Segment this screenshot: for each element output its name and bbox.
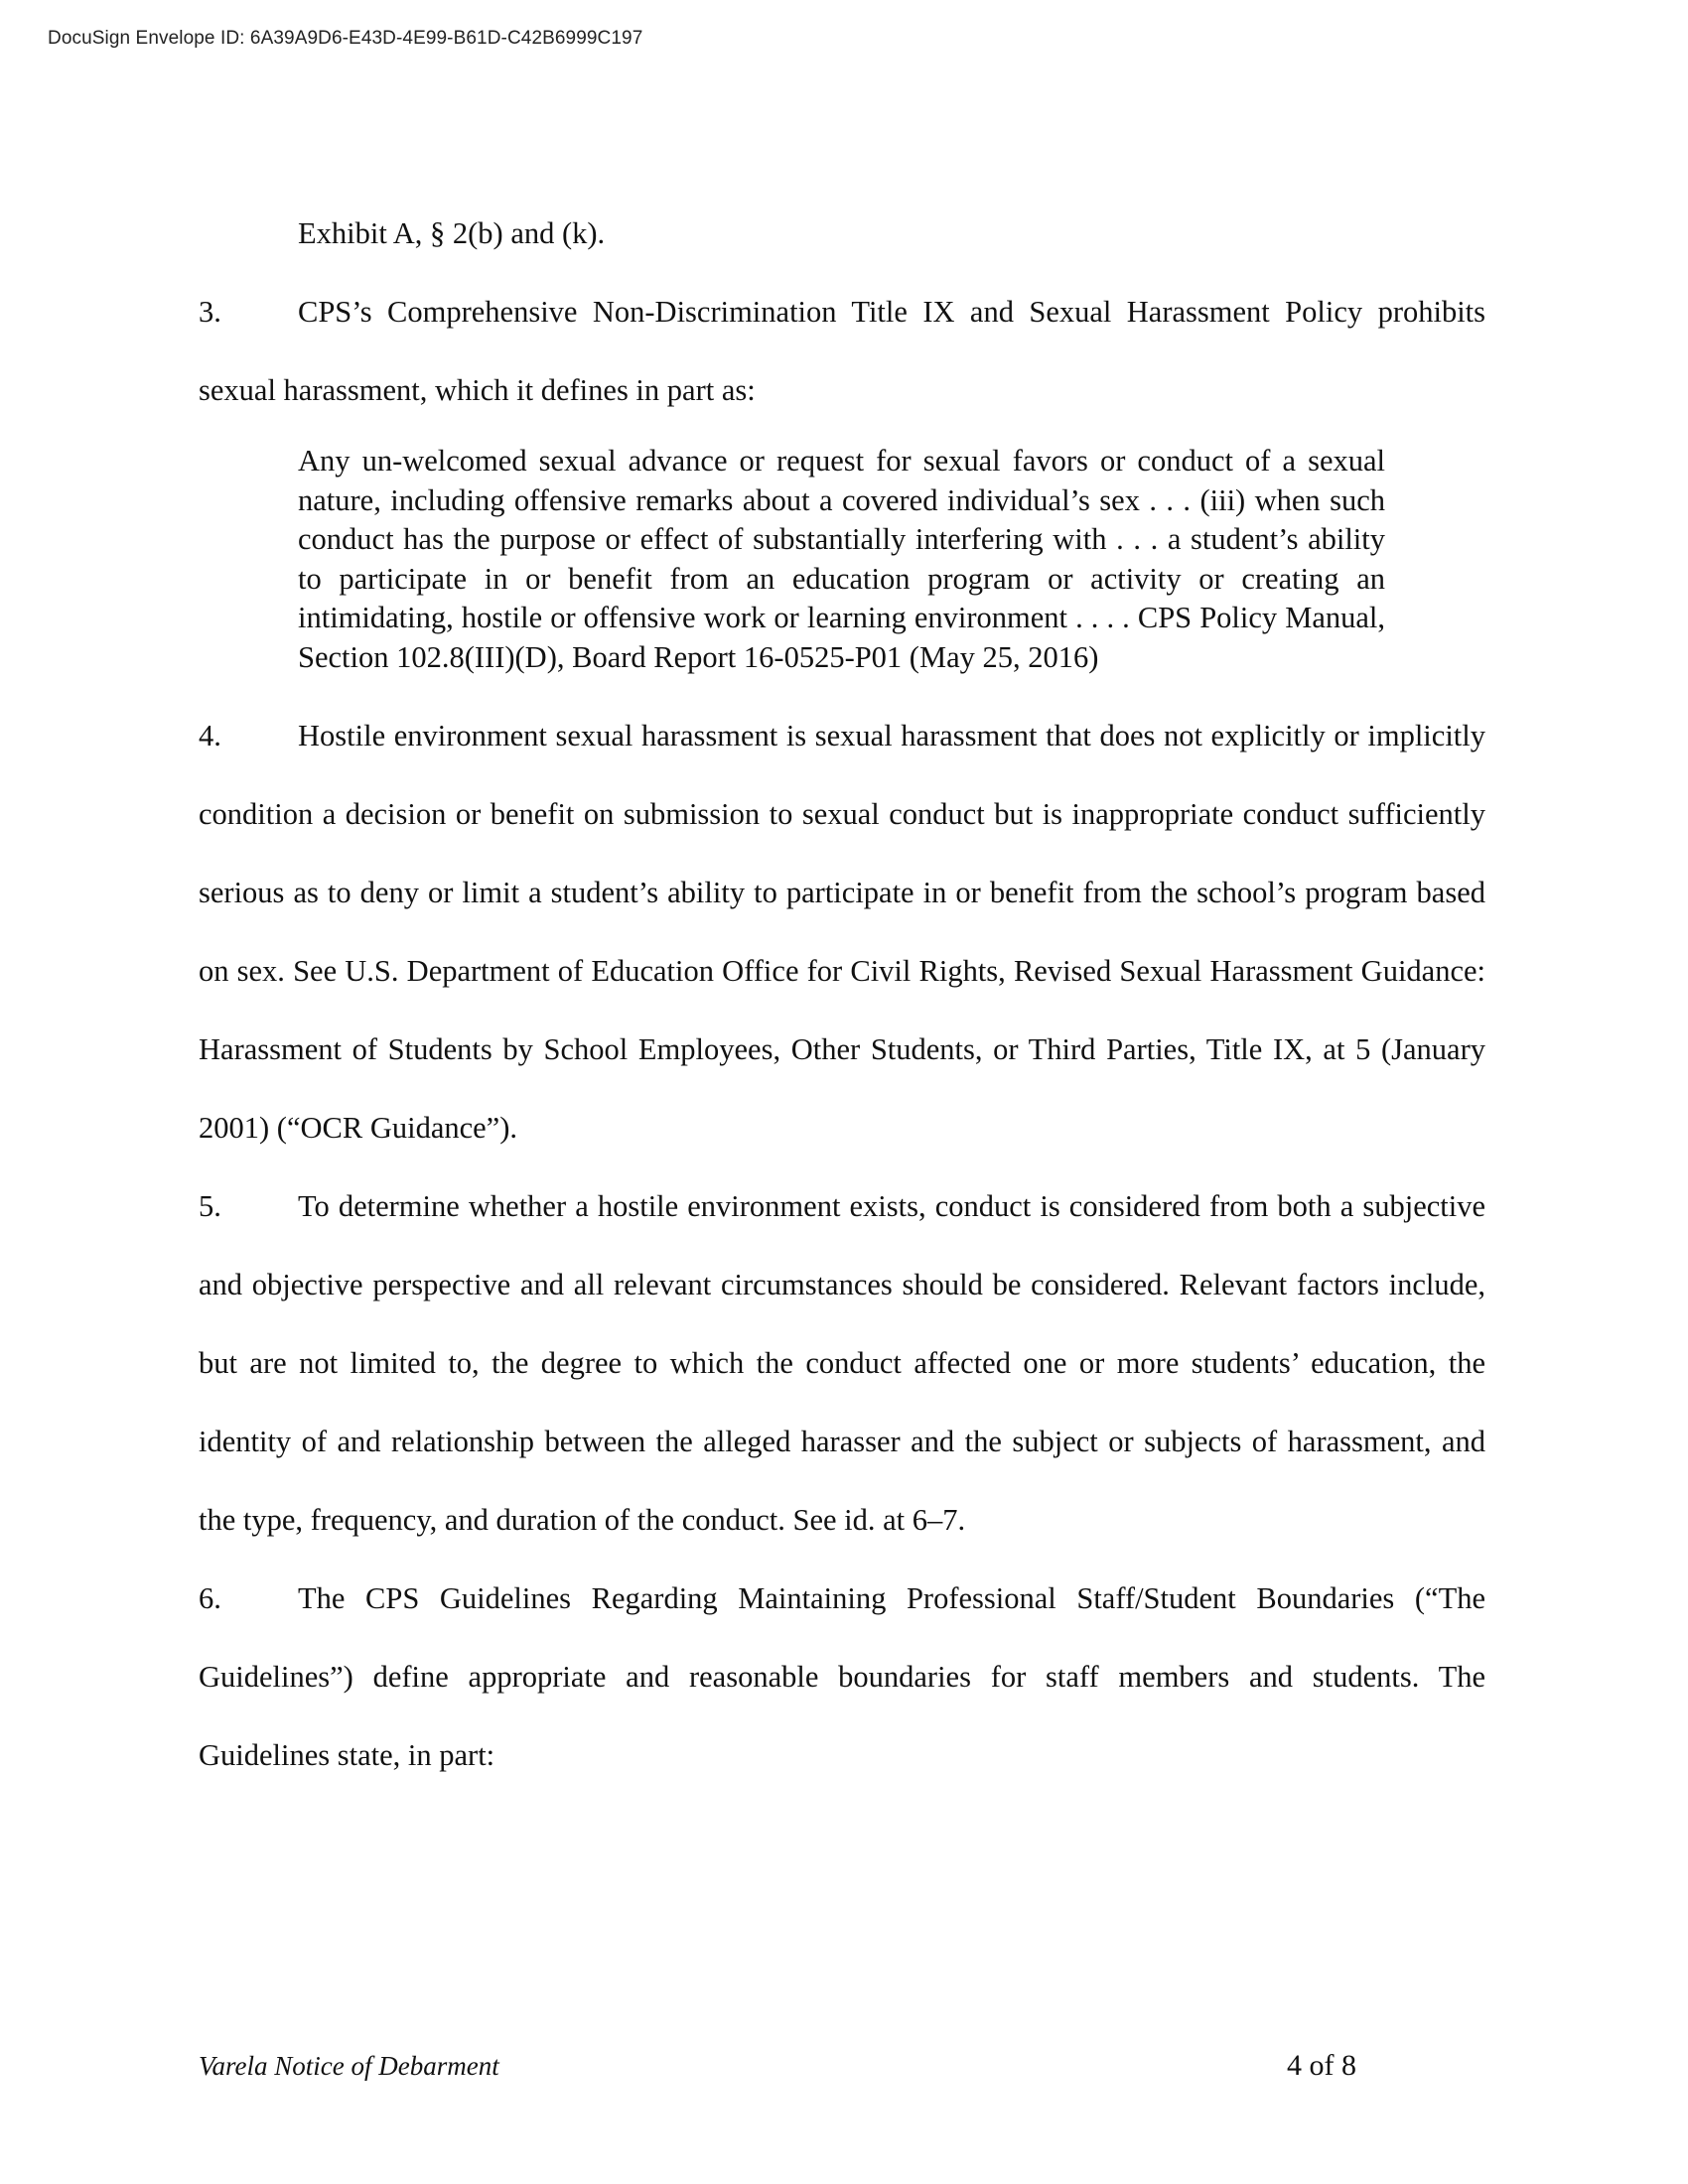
paragraph-rest: implicitly condition a decision or benefit on submission to sexual conduct but is inappropriate conduct sufficiently serious as to deny or limit a student’s ability to participate in or benefit from the school’s program based on sex. See U.S. Department of Education Office for Civil Rights, Revised Sexual Harassment Guidance: Harassment of Students by School Employees, Other Students, or Third Parties, Title IX, at 5 (January 2001) (“OCR Guidance”). — [199, 719, 1485, 1145]
paragraph-lead: The CPS Guidelines Regarding Maintaining Professional Staff/Student Boundaries (“The — [298, 1581, 1485, 1615]
continuation-line: Exhibit A, § 2(b) and (k). — [298, 216, 606, 250]
footer-document-title: Varela Notice of Debarment — [199, 2051, 499, 2081]
paragraph-6 — [199, 1560, 1485, 1795]
document-body — [199, 195, 1485, 1795]
paragraph-3 — [199, 273, 1485, 430]
paragraph-lead: To determine whether a hostile environment exists, conduct is considered from both a — [298, 1189, 1354, 1223]
block-quote: Any un-welcomed sexual advance or request for sexual favors or conduct of a sexual nature, including offensive remarks about a covered individual’s sex . . . (iii) when such conduct has the purpose or effect of substantially interfering with . . . a student’s ability to participate in or benefit from an education program or activity or creating an intimidating, hostile or offensive work or learning environment . . . . CPS Policy Manual, Section 102.8(III)(D), Board Report 16-0525-P01 (May 25, 2016) — [298, 444, 1385, 674]
paragraph-number: 6. — [199, 1581, 221, 1615]
paragraph-rest: Guidelines”) define appropriate and reasonable boundaries for staff members and students. The Guidelines state, in part: — [199, 1660, 1485, 1772]
paragraph-rest: prohibits sexual harassment, which it defines in part as: — [199, 295, 1486, 407]
paragraph-rest: subjective and objective perspective and all relevant circumstances should be considered. Relevant factors include, but are not limited to, the degree to which the conduct affected one or more students’ education, the identity of and relationship between the alleged harasser and the subject or subjects of harassment, and the type, frequency, and duration of the conduct. See id. at 6–7. — [199, 1189, 1486, 1537]
paragraph-lead: Hostile environment sexual harassment is sexual harassment that does not explicitly or — [298, 719, 1359, 752]
footer-page-number: 4 of 8 — [1287, 2049, 1356, 2082]
paragraph-5 — [199, 1167, 1485, 1560]
paragraph-lead: CPS’s Comprehensive Non-Discrimination Title IX and Sexual Harassment Policy — [298, 295, 1363, 329]
paragraph-4 — [199, 697, 1485, 1167]
docusign-envelope-header: DocuSign Envelope ID: 6A39A9D6-E43D-4E99-B61D-C42B6999C197 — [48, 28, 643, 49]
paragraph-number: 4. — [199, 719, 221, 752]
paragraph-number: 3. — [199, 295, 221, 329]
paragraph-number: 5. — [199, 1189, 221, 1223]
